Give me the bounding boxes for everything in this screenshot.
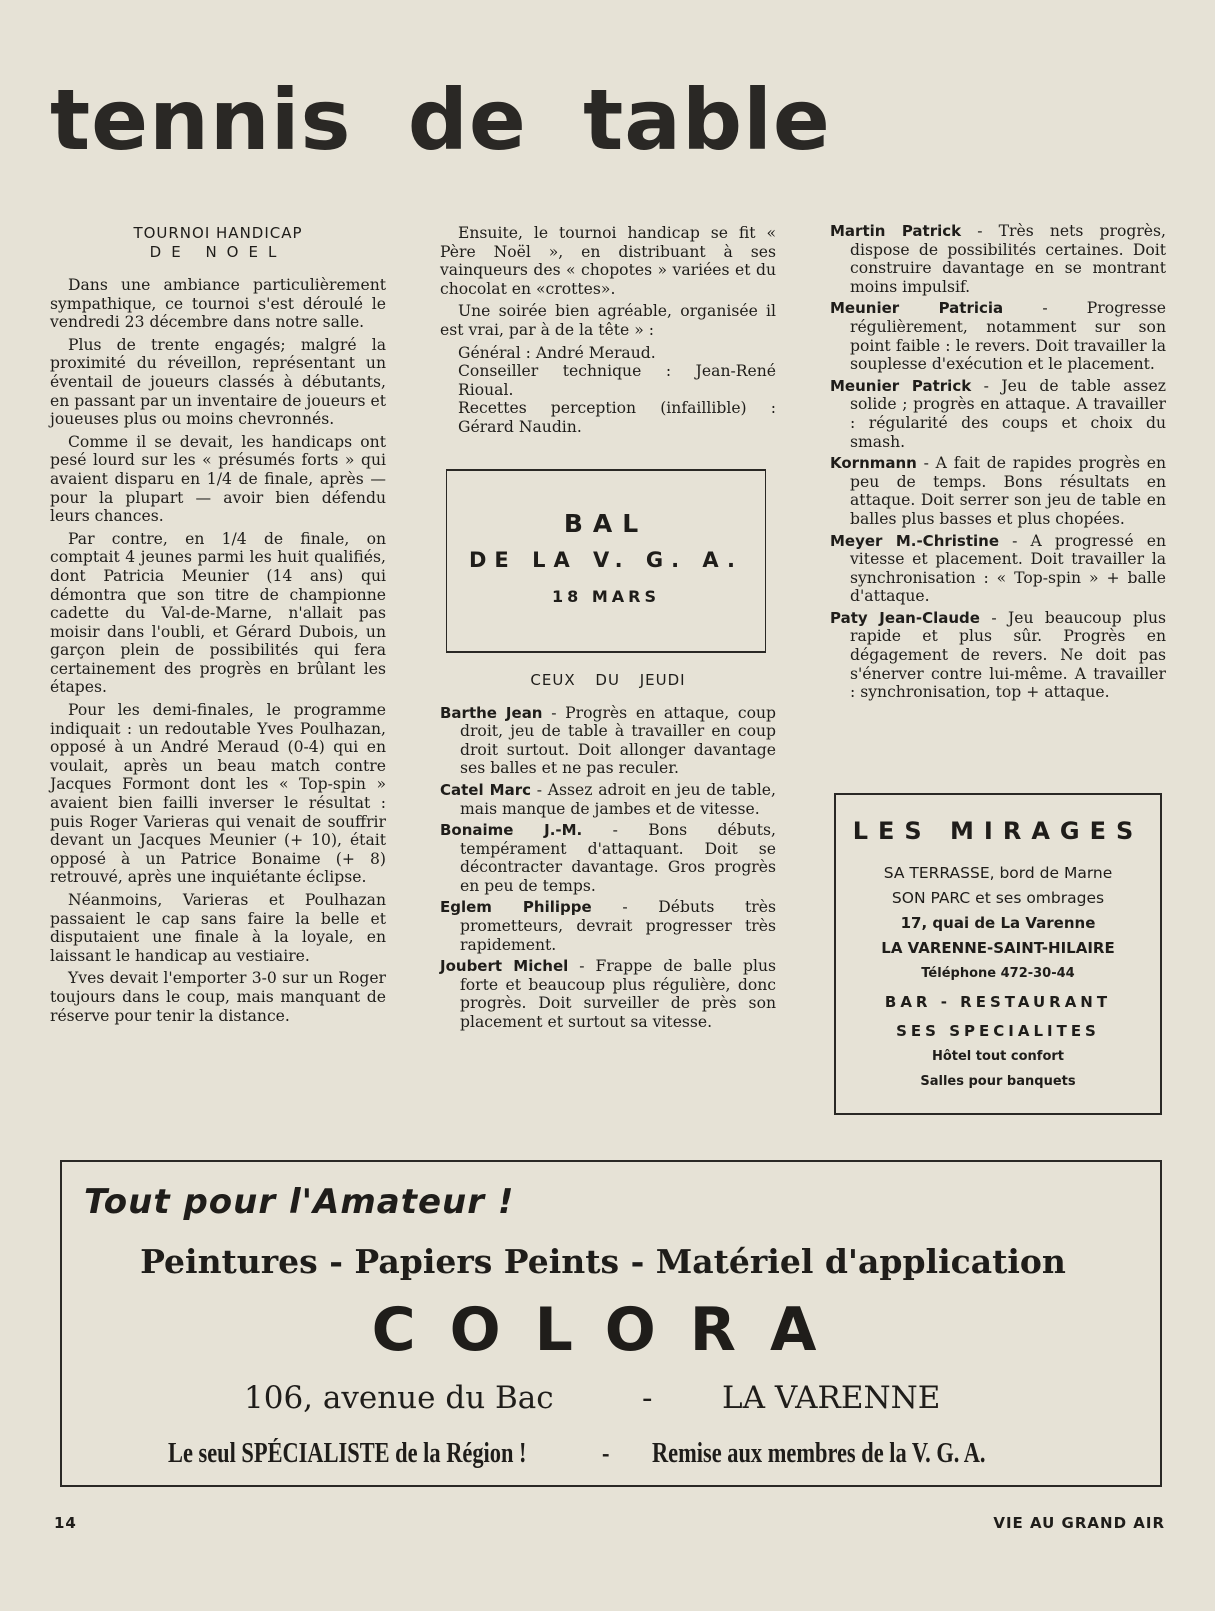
player-entry	[440, 704, 776, 778]
player-comment: - Bons débuts, tempérament d'attaquant. Doit se décontracter davantage. Gros progrès en peu de temps.	[460, 821, 776, 895]
player-name: Meunier Patricia	[830, 299, 1004, 318]
bal-announcement-box	[446, 469, 766, 653]
tournoi-heading-line1: TOURNOI HANDICAP	[133, 224, 303, 242]
paragraph: Par contre, en 1/4 de finale, on comptait 4 jeunes parmi les huit qualifiés, dont Patricia Meunier (14 ans) qui démontra que son titre de championne cadette du Val-de-Marne, n'allait pas moisir dans l'oubli, et Gérard Dubois, un garçon plein de possibilités qui fera certainement des progrès en brûlant les étapes.	[50, 529, 386, 697]
les-mirages-ad	[834, 793, 1162, 1115]
player-entry	[830, 454, 1166, 528]
player-comment: - Frappe de balle plus forte et beaucoup plus régulière, donc progrès. Doit surveiller de près son placement et surtout sa vitesse.	[460, 957, 776, 1032]
player-name: Meunier Patrick	[830, 376, 972, 395]
player-comment: - Progrès en attaque, coup droit, jeu de table à travailler en coup droit surtout. Doit allonger davantage ses balles et ne pas reculer.	[460, 703, 776, 778]
player-name: Eglem Philippe	[440, 898, 592, 917]
player-name: Barthe Jean	[440, 703, 543, 722]
player-comment: - Progresse régulièrement, notamment sur son point faible : le revers. Doit travailler la souplesse d'exécution et le placement.	[850, 299, 1166, 374]
colora-specialist: Le seul SPÉCIALISTE de la Région !	[168, 1438, 527, 1469]
player-comment: - Assez adroit en jeu de table, mais manque de jambes et de vitesse.	[460, 780, 776, 818]
colora-address: 106, avenue du Bac	[244, 1380, 554, 1416]
mirages-salles: Salles pour banquets	[920, 1074, 1076, 1089]
article-column-1	[50, 224, 386, 1029]
player-comment: - Jeu beaucoup plus rapide et plus sûr. Progrès en dégagement de revers. Ne doit pas s'énerver contre lui-même. A travailler : synchronisation, top + attaque.	[850, 608, 1166, 702]
tournoi-heading-line2: DE NOEL	[149, 243, 287, 261]
mirages-terrasse: SA TERRASSE, bord de Marne	[883, 864, 1113, 882]
bal-date: 18 MARS	[552, 586, 660, 606]
mirages-phone: Téléphone 472-30-44	[921, 966, 1075, 981]
mirages-bar-restaurant: BAR - RESTAURANT	[884, 993, 1112, 1011]
colora-separator-2: -	[602, 1438, 610, 1469]
paragraph: Dans une ambiance particulièrement sympathique, ce tournoi s'est déroulé le vendredi 23 décembre dans notre salle.	[50, 276, 386, 332]
player-name: Catel Marc	[440, 780, 531, 799]
mirages-town: LA VARENNE-SAINT-HILAIRE	[881, 939, 1115, 957]
bal-organizer: DE LA V. G. A.	[468, 548, 743, 573]
player-comment: - A progressé en vitesse et placement. Doit travailler la synchronisation : « Top-spin » + balle d'attaque.	[850, 531, 1166, 606]
article-column-2	[440, 224, 776, 1035]
player-entry	[830, 532, 1166, 606]
paragraph: Ensuite, le tournoi handicap se fit « Père Noël », en distribuant à ses vainqueurs des « chopotes » variées et du chocolat en «crottes».	[440, 224, 776, 298]
player-entry	[440, 898, 776, 954]
role-line: Général : André Meraud.	[458, 343, 656, 362]
colora-ad	[60, 1160, 1162, 1487]
role-line: Recettes perception (infaillible) : Gérard Naudin.	[458, 399, 776, 436]
player-name: Paty Jean-Claude	[830, 608, 980, 627]
player-name: Joubert Michel	[440, 957, 569, 976]
page-number: 14	[54, 1514, 77, 1532]
player-entry	[440, 957, 776, 1031]
mirages-specialites: SES SPECIALITES	[896, 1022, 1100, 1040]
paragraph: Pour les demi-finales, le programme indiquait : un redoutable Yves Poulhazan, opposé à un André Meraud (0-4) qui en voulait, après un beau match contre Jacques Formont dont les « Top-spin » avaient bien failli inverser le résultat : puis Roger Varieras qui venait de souffrir devant un Jacques Meunier (+ 10), était opposé à un Patrice Bonaime (+ 8) retrouvé, après une inquiétante éclipse.	[50, 701, 386, 887]
player-name: Bonaime J.-M.	[440, 821, 583, 840]
organizer-roles	[440, 344, 776, 437]
colora-discount: Remise aux membres de la V. G. A.	[652, 1438, 986, 1469]
mirages-hotel: Hôtel tout confort	[931, 1049, 1065, 1064]
page-title: tennis de table	[50, 71, 831, 169]
jeudi-heading: CEUX DU JEUDI	[530, 670, 686, 689]
colora-slogan: Tout pour l'Amateur !	[84, 1182, 515, 1222]
article-column-3	[830, 222, 1166, 705]
player-comment: - Débuts très prometteurs, devrait progresser très rapidement.	[460, 898, 776, 954]
mirages-address: 17, quai de La Varenne	[900, 914, 1096, 932]
player-name: Martin Patrick	[830, 222, 962, 240]
colora-city: LA VARENNE	[722, 1380, 941, 1416]
mirages-title: LES MIRAGES	[852, 817, 1144, 845]
player-comment: - Jeu de table assez solide ; progrès en attaque. A travailler : régularité des coups et choix du smash.	[850, 376, 1166, 451]
player-name: Meyer M.-Christine	[830, 531, 999, 550]
player-name: Kornmann	[830, 454, 917, 473]
paragraph: Yves devait l'emporter 3-0 sur un Roger toujours dans le coup, mais manquant de réserve pour tenir la distance.	[50, 969, 386, 1025]
colora-products: Peintures - Papiers Peints - Matériel d'application	[140, 1242, 1066, 1281]
player-entry	[440, 821, 776, 895]
player-comment: - Très nets progrès, dispose de possibilités certaines. Doit construire davantage en se montrant moins impulsif.	[850, 222, 1166, 296]
player-entry	[830, 609, 1166, 702]
colora-brand: COLORA	[371, 1295, 851, 1365]
player-comment: - A fait de rapides progrès en peu de temps. Bons résultats en attaque. Doit serrer son jeu de table en balles plus basses et plus chopées.	[850, 454, 1166, 528]
bal-title: BAL	[563, 508, 649, 538]
mirages-parc: SON PARC et ses ombrages	[891, 889, 1105, 907]
player-entry	[830, 377, 1166, 451]
magazine-name: VIE AU GRAND AIR	[993, 1514, 1165, 1532]
paragraph: Néanmoins, Varieras et Poulhazan passaient le cap sans faire la belle et disputaient une finale à la loyale, en laissant le handicap au vestiaire.	[50, 891, 386, 965]
role-line: Conseiller technique : Jean-René Rioual.	[458, 362, 776, 399]
tournoi-heading	[50, 224, 386, 262]
paragraph: Plus de trente engagés; malgré la proximité du réveillon, représentant un éventail de joueurs classés à débutants, en passant par un inventaire de joueurs et joueuses plus ou moins chevronnés.	[50, 335, 386, 429]
player-entry	[830, 299, 1166, 373]
player-entry	[440, 781, 776, 818]
colora-separator: -	[642, 1380, 653, 1416]
paragraph: Une soirée bien agréable, organisée il est vrai, par à de la tête » :	[440, 302, 776, 339]
player-entry	[830, 222, 1166, 296]
paragraph: Comme il se devait, les handicaps ont pesé lourd sur les « présumés forts » qui avaient disparu en 1/4 de finale, après — pour la plupart — avoir bien défendu leurs chances.	[50, 432, 386, 526]
